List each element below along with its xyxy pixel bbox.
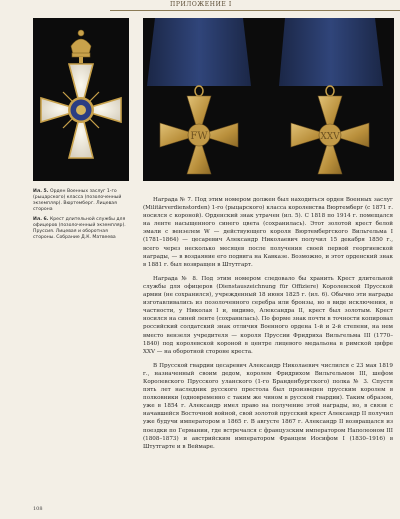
order-photo	[33, 18, 129, 181]
caption-1-text: Орден Военных заслуг 1-го (рыцарского) класса (позолоченный экземпляр). Вюртемберг. Лицевая сторона	[33, 189, 122, 212]
header-rule	[110, 10, 400, 11]
crosses-photo	[143, 18, 394, 181]
svg-text:FW: FW	[190, 131, 208, 142]
caption-1	[33, 189, 129, 213]
caption-2	[33, 217, 129, 241]
order-cross-image	[33, 18, 129, 181]
paragraph-3: В Прусской гвардии цесаревич Александр Николаевич числился с 23 мая 1819 г., назначенный своим дедом, королем Фридрихом Вильгельмом III, шефом Королевского Прусского уланского (1-го Бранденбургского) полка № 3. Спустя пять лет наследник русского престола был произведен прусским королем в полковники (одновременно с таким же чином в русской гвардии). Таким образом, уже в 1854 г. Александр имел право на получение этой награды, но, в связи с начавшейся Восточной войной, свой золотой прусский крест Александр II получил уже будучи императором в 1865 г. В августе 1867 г. Александр II возвращался из поездки по Германии, где встречался с французским императором Наполеоном III (1808–1873) и австрийским императором Францем Иосифом I (1830–1916) в Штутгарте и в Веймаре.	[143, 362, 393, 450]
caption-1-label: Ил. 5.	[33, 189, 49, 194]
caption-2-label: Ил. 6.	[33, 217, 49, 222]
running-header	[0, 0, 400, 14]
figure-captions	[33, 189, 129, 245]
paragraph-2: Награда № 8. Под этим номером следовало бы хранить Крест длительной службы для офицеров (Dienstauszeichnung für Offiziere) Королевской Прусской армии (не сохранился), учрежденный 18 июня 1825 г. (ил. 6). Обычно эти награды изготавливались из позолоченного серебра или бронзы, но в виде исключения, в частности, у Николая I и, видимо, Александра II, крест был золотым. Крест носился на синей ленте (сохранилась). По форме знак почти в точности копировал российский солдатский знак отличия Военного ордена 1-й и 2-й степени, на нем вместо вензеля учредителя — короля Пруссии Фридриха Вильгельма III (1770–1840) под королевской короной в центре лицевого медальона в римской цифре XXV — на оборотной стороне креста.	[143, 275, 393, 355]
caption-2-text: Крест длительной службы для офицеров (позолоченный экземпляр). Пруссия. Лицевая и оборотная стороны. Собрание Д.К. Матвеева	[33, 217, 126, 240]
paragraph-1: Награда № 7. Под этим номером должен был находиться орден Военных заслуг (Militärverdienstorden) 1-го (рыцарского) класса королевства Вюртемберг (с 1871 г. носился с короной). Орденский знак утрачен (ил. 5). С 1818 по 1914 г. помещался на ленте насыщенного синего цвета (сохранилась). Этот золотой крест белой эмали с вензелем W — действующего короля Вюртембергского Вильгельма I (1781–1864) — цесаревич Александр Николаевич получил 15 декабря 1850 г., всего через несколько месяцев после получения своей первой георгиевской награды, — в воздаяние его подвига на Кавказе. Возможно, и этот орденский знак в 1881 г. был возвращен в Штутгарт.	[143, 197, 393, 268]
svg-text:XXV: XXV	[320, 132, 340, 142]
main-text	[143, 196, 393, 457]
page-number: 108	[33, 506, 43, 512]
crosses-image	[143, 18, 394, 181]
running-title: ПРИЛОЖЕНИЕ I	[170, 1, 232, 8]
